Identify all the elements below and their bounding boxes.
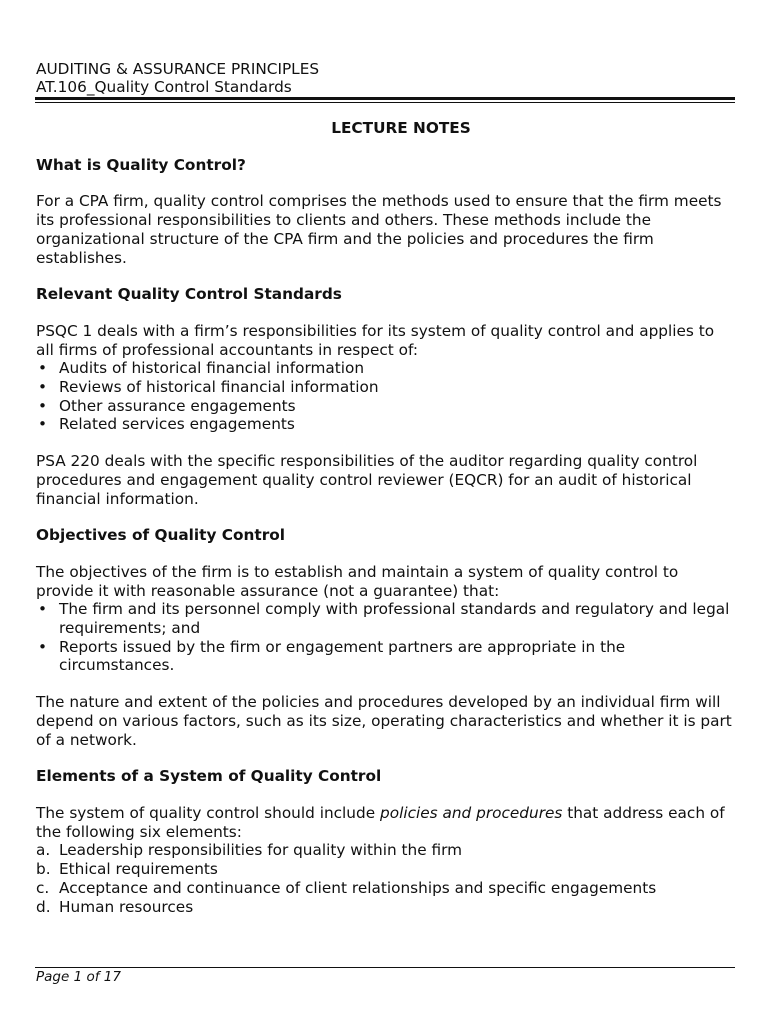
list-item-text: Ethical requirements (59, 860, 218, 879)
list-marker: a. (36, 841, 51, 860)
bullet-list (36, 600, 736, 675)
list-marker: b. (36, 860, 51, 879)
list-item (36, 879, 736, 898)
list-item-text: Other assurance engagements (59, 396, 296, 415)
section-heading: Elements of a System of Quality Control (36, 767, 382, 786)
bullet-list (36, 359, 736, 434)
list-item-text: Leadership responsibilities for quality within the firm (59, 841, 463, 860)
emphasis-text: policies and procedures (380, 803, 563, 822)
list-item (36, 898, 736, 917)
section-heading: Objectives of Quality Control (36, 526, 286, 545)
paragraph: The objectives of the firm is to establish and maintain a system of quality control to provide it with reasonable assurance (not a guarantee) that: (36, 562, 679, 600)
list-item-text: The firm and its personnel comply with professional standards and regulatory and legal requirements; and (59, 600, 730, 638)
section-heading: Relevant Quality Control Standards (36, 285, 342, 304)
paragraph-text: that address each of the following six elements: (36, 803, 725, 841)
paragraph: PSA 220 deals with the specific responsibilities of the auditor regarding quality control procedures and engagement quality control reviewer (EQCR) for an audit of historical financial information. (36, 452, 698, 508)
paragraph: PSQC 1 deals with a firm’s responsibilities for its system of quality control and applies to all firms of professional accountants in respect of: (36, 321, 715, 359)
module-title: AT.106_Quality Control Standards (36, 78, 292, 96)
footer-rule (35, 967, 735, 968)
list-item (36, 359, 736, 378)
lettered-list (36, 841, 736, 916)
header-rule-thin (35, 102, 735, 103)
list-item (36, 600, 736, 637)
page-title: LECTURE NOTES (331, 119, 471, 137)
list-item-text: Reports issued by the firm or engagement partners are appropriate in the circumstances. (59, 637, 626, 675)
list-item (36, 860, 736, 879)
paragraph-text: The system of quality control should include (36, 803, 380, 822)
bullet-icon: • (38, 637, 48, 656)
header-rule-thick (35, 97, 735, 100)
list-item-text: Acceptance and continuance of client relationships and specific engagements (59, 878, 657, 897)
document-body (36, 119, 736, 916)
paragraph (36, 804, 736, 841)
list-item-text: Related services engagements (59, 415, 295, 434)
list-item (36, 378, 736, 397)
list-item (36, 638, 736, 675)
list-item-text: Human resources (59, 897, 194, 916)
page-number: Page 1 of 17 (36, 969, 121, 985)
list-marker: c. (36, 878, 50, 897)
section-heading: What is Quality Control? (36, 155, 246, 174)
list-item-text: Audits of historical financial information (59, 359, 365, 378)
bullet-icon: • (38, 359, 48, 378)
list-item (36, 397, 736, 416)
list-item-text: Reviews of historical financial information (59, 378, 379, 397)
paragraph: The nature and extent of the policies and procedures developed by an individual firm will depend on various factors, such as its size, operating characteristics and whether it is part of a network. (36, 693, 732, 749)
bullet-icon: • (38, 415, 48, 434)
bullet-icon: • (38, 600, 48, 619)
paragraph: For a CPA firm, quality control comprises the methods used to ensure that the firm meets its professional responsibilities to clients and others. These methods include the organizational structure of the CPA firm and the policies and procedures the firm establishes. (36, 192, 722, 267)
list-item (36, 841, 736, 860)
bullet-icon: • (38, 378, 48, 397)
course-title: AUDITING & ASSURANCE PRINCIPLES (36, 60, 320, 78)
bullet-icon: • (38, 396, 48, 415)
list-marker: d. (36, 897, 51, 916)
list-item (36, 415, 736, 434)
